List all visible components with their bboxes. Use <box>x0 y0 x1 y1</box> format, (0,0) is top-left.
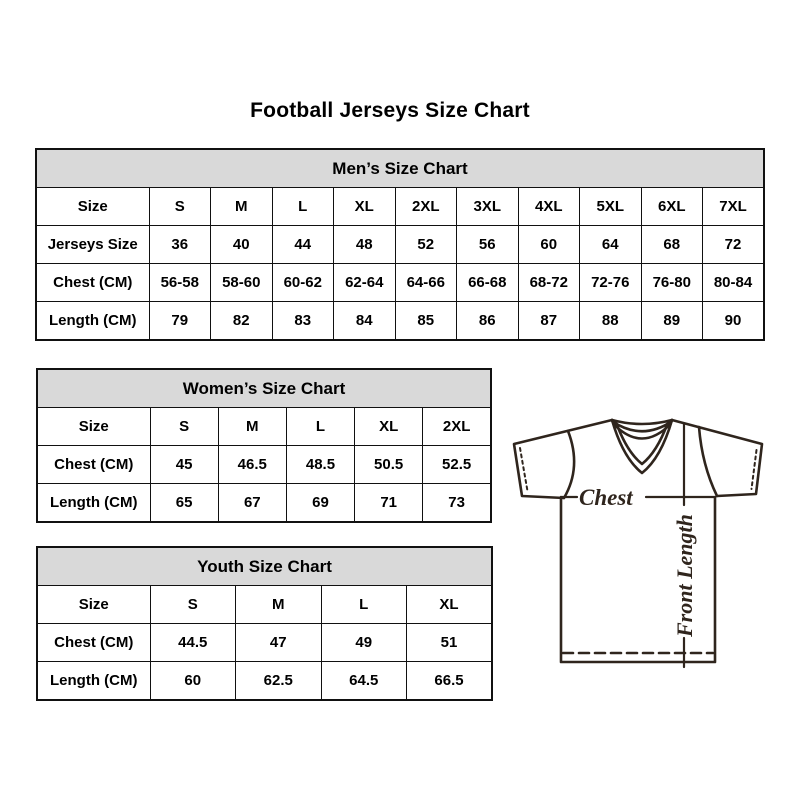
table-row <box>37 408 491 446</box>
collar-inner-v <box>617 424 668 465</box>
value-cell: 49 <box>321 624 407 662</box>
value-cell: 40 <box>211 226 273 264</box>
value-cell: 62.5 <box>236 662 322 701</box>
right-armpit-seam <box>699 427 717 496</box>
value-cell: 86 <box>457 302 519 341</box>
value-cell: XL <box>355 408 423 446</box>
value-cell: 84 <box>334 302 396 341</box>
value-cell: 45 <box>150 446 218 484</box>
value-cell: 90 <box>703 302 765 341</box>
value-cell: 79 <box>149 302 211 341</box>
value-cell: 65 <box>150 484 218 523</box>
value-cell: 89 <box>641 302 703 341</box>
value-cell: M <box>236 586 322 624</box>
value-cell: S <box>150 408 218 446</box>
table-row <box>36 264 764 302</box>
value-cell: L <box>272 188 334 226</box>
value-cell: 85 <box>395 302 457 341</box>
value-cell: 87 <box>518 302 580 341</box>
row-label-cell: Size <box>37 408 150 446</box>
value-cell: 51 <box>407 624 493 662</box>
value-cell: 69 <box>286 484 354 523</box>
table-row <box>36 302 764 341</box>
value-cell: 46.5 <box>218 446 286 484</box>
value-cell: 5XL <box>580 188 642 226</box>
value-cell: 68-72 <box>518 264 580 302</box>
womens-size-table-container <box>36 368 492 523</box>
value-cell: 44 <box>272 226 334 264</box>
value-cell: 56-58 <box>149 264 211 302</box>
value-cell: 82 <box>211 302 273 341</box>
row-label-cell: Size <box>36 188 149 226</box>
value-cell: 44.5 <box>150 624 236 662</box>
value-cell: XL <box>407 586 493 624</box>
value-cell: 67 <box>218 484 286 523</box>
right-sleeve <box>672 420 762 496</box>
youth-size-table <box>36 546 493 701</box>
mens-section-header: Men’s Size Chart <box>36 149 764 188</box>
value-cell: L <box>321 586 407 624</box>
value-cell: 83 <box>272 302 334 341</box>
value-cell: L <box>286 408 354 446</box>
value-cell: 7XL <box>703 188 765 226</box>
row-label-cell: Chest (CM) <box>37 624 150 662</box>
table-row <box>36 188 764 226</box>
value-cell: 3XL <box>457 188 519 226</box>
value-cell: XL <box>334 188 396 226</box>
mens-size-table <box>35 148 765 341</box>
value-cell: 66.5 <box>407 662 493 701</box>
value-cell: S <box>149 188 211 226</box>
row-label-cell: Chest (CM) <box>36 264 149 302</box>
value-cell: 62-64 <box>334 264 396 302</box>
table-row <box>37 484 491 523</box>
table-row <box>37 446 491 484</box>
right-cuff-dotted-line <box>752 450 757 489</box>
table-row <box>37 624 492 662</box>
row-label-cell: Length (CM) <box>37 484 150 523</box>
value-cell: 60 <box>518 226 580 264</box>
jersey-measurement-diagram <box>500 395 800 685</box>
chest-measure-label: Chest <box>579 485 633 510</box>
table-row <box>37 586 492 624</box>
value-cell: 4XL <box>518 188 580 226</box>
youth-section-header: Youth Size Chart <box>37 547 492 586</box>
value-cell: 56 <box>457 226 519 264</box>
value-cell: 71 <box>355 484 423 523</box>
value-cell: 64-66 <box>395 264 457 302</box>
youth-size-table-container <box>36 546 493 701</box>
value-cell: 48 <box>334 226 396 264</box>
value-cell: 58-60 <box>211 264 273 302</box>
value-cell: 52.5 <box>423 446 491 484</box>
value-cell: 68 <box>641 226 703 264</box>
value-cell: 88 <box>580 302 642 341</box>
value-cell: M <box>218 408 286 446</box>
value-cell: 36 <box>149 226 211 264</box>
value-cell: 6XL <box>641 188 703 226</box>
value-cell: M <box>211 188 273 226</box>
value-cell: 48.5 <box>286 446 354 484</box>
row-label-cell: Jerseys Size <box>36 226 149 264</box>
front-length-measure-label: Front Length <box>672 514 697 637</box>
page-title: Football Jerseys Size Chart <box>250 99 530 122</box>
mens-size-table-container <box>35 148 765 341</box>
value-cell: 72-76 <box>580 264 642 302</box>
value-cell: 47 <box>236 624 322 662</box>
row-label-cell: Chest (CM) <box>37 446 150 484</box>
value-cell: 64.5 <box>321 662 407 701</box>
value-cell: 76-80 <box>641 264 703 302</box>
value-cell: 64 <box>580 226 642 264</box>
value-cell: S <box>150 586 236 624</box>
row-label-cell: Length (CM) <box>37 662 150 701</box>
value-cell: 80-84 <box>703 264 765 302</box>
value-cell: 50.5 <box>355 446 423 484</box>
value-cell: 73 <box>423 484 491 523</box>
jersey-outline-icon <box>514 420 762 667</box>
row-label-cell: Length (CM) <box>36 302 149 341</box>
table-row <box>36 226 764 264</box>
value-cell: 52 <box>395 226 457 264</box>
womens-size-table <box>36 368 492 523</box>
table-row <box>37 662 492 701</box>
value-cell: 2XL <box>423 408 491 446</box>
value-cell: 2XL <box>395 188 457 226</box>
value-cell: 72 <box>703 226 765 264</box>
value-cell: 60-62 <box>272 264 334 302</box>
value-cell: 60 <box>150 662 236 701</box>
row-label-cell: Size <box>37 586 150 624</box>
value-cell: 66-68 <box>457 264 519 302</box>
womens-section-header: Women’s Size Chart <box>37 369 491 408</box>
left-armpit-seam <box>564 431 574 498</box>
